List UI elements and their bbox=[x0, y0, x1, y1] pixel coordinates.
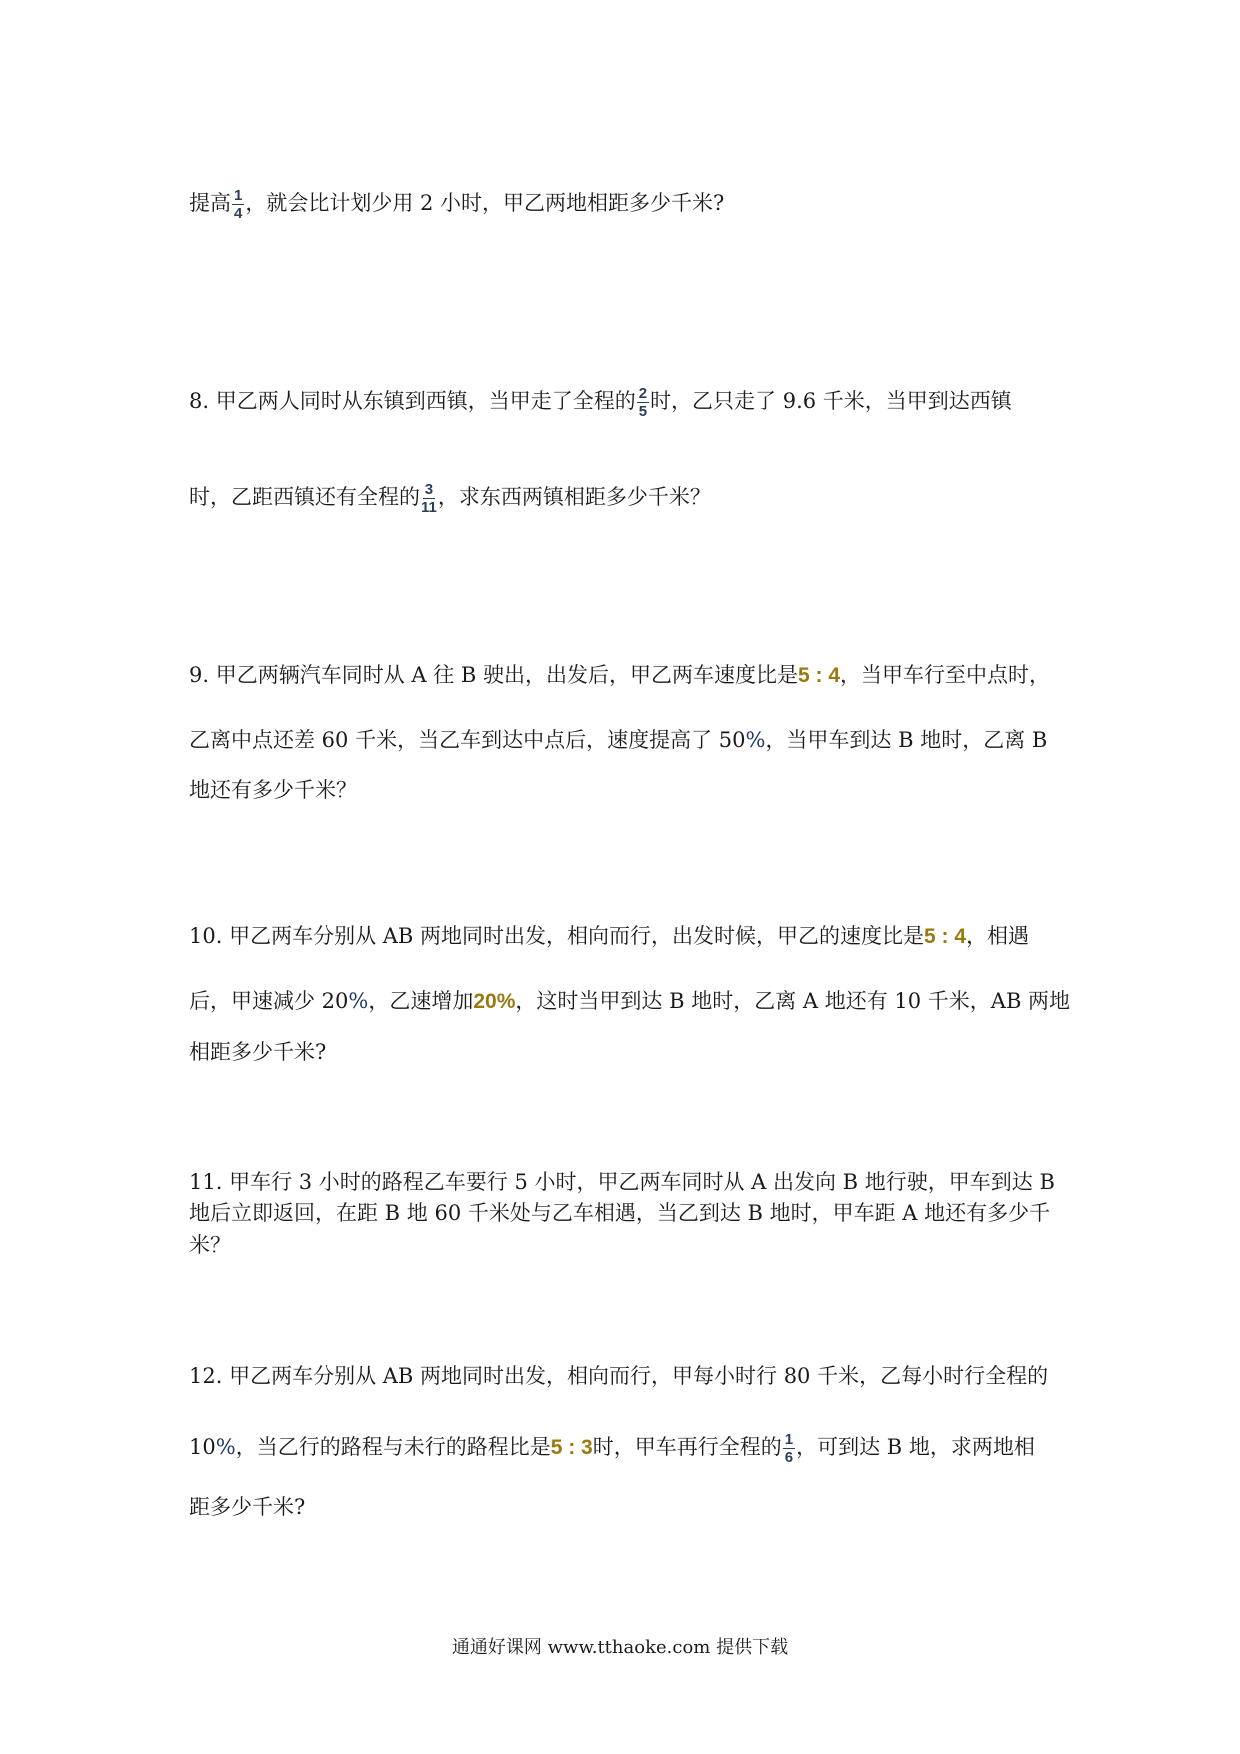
page-footer: 通通好课网 www.tthaoke.com 提供下载 bbox=[451, 1637, 789, 1658]
fraction: $\frac{3}{11}$ bbox=[421, 481, 437, 516]
question-11-line-3: 米？ bbox=[189, 1233, 231, 1257]
question-9-line-1: 9. 甲乙两辆汽车同时从 A 往 B 驶出，出发后，甲乙两车速度比是5 : 4，当甲车行至中点时， bbox=[189, 663, 1051, 687]
question-11-line-1: 11. 甲车行 3 小时的路程乙车要行 5 小时，甲乙两车同时从 A 出发向 B 地行驶，甲车到达 B bbox=[189, 1170, 1055, 1194]
fraction: $\frac{1}{4}$ bbox=[234, 187, 243, 222]
percent-highlight: 20% bbox=[473, 990, 516, 1013]
question-12-line-2: 10%，当乙行的路程与未行的路程比是5 : 3时，甲车再行全程的 $\frac{1}{6}$ ，可到达 B 地，求两地相 bbox=[189, 1431, 1035, 1466]
fraction: $\frac{2}{5}$ bbox=[638, 385, 648, 420]
ratio: 5 : 4 bbox=[924, 925, 967, 948]
question-12-line-1: 12. 甲乙两车分别从 AB 两地同时出发，相向而行，甲每小时行 80 千米，乙每小时行全程的 bbox=[189, 1364, 1049, 1388]
fraction: $\frac{1}{6}$ bbox=[784, 1431, 794, 1466]
question-8-line-2: 时，乙距西镇还有全程的 $\frac{3}{11}$ ，求东西两镇相距多少千米？ bbox=[189, 481, 711, 516]
question-9-line-3: 地还有多少千米？ bbox=[189, 778, 357, 802]
ratio: 5 : 3 bbox=[550, 1436, 593, 1459]
question-10-line-2: 后，甲速减少 20%，乙速增加20%，这时当甲到达 B 地时，乙离 A 地还有 10 千米，AB 两地 bbox=[189, 989, 1071, 1013]
question-10-line-3: 相距多少千米? bbox=[189, 1040, 327, 1064]
question-8-line-1: 8. 甲乙两人同时从东镇到西镇，当甲走了全程的 $\frac{2}{5}$ 时，乙只走了 9.6 千米，当甲到达西镇 bbox=[189, 385, 1012, 420]
question-10-line-1: 10. 甲乙两车分别从 AB 两地同时出发，相向而行，出发时候，甲乙的速度比是5 : 4，相遇 bbox=[189, 924, 1030, 948]
ratio: 5 : 4 bbox=[798, 664, 841, 687]
question-12-line-3: 距多少千米? bbox=[189, 1495, 306, 1519]
question-11-line-2: 地后立即返回，在距 B 地 60 千米处与乙车相遇，当乙到达 B 地时，甲车距 A 地还有多少千 bbox=[189, 1201, 1051, 1225]
question-9-line-2: 乙离中点还差 60 千米，当乙车到达中点后，速度提高了 50%，当甲车到达 B 地时，乙离 B bbox=[189, 728, 1048, 752]
text-line: 提高 $\frac{1}{4}$ ，就会比计划少用 2 小时，甲乙两地相距多少千米? bbox=[189, 187, 725, 222]
